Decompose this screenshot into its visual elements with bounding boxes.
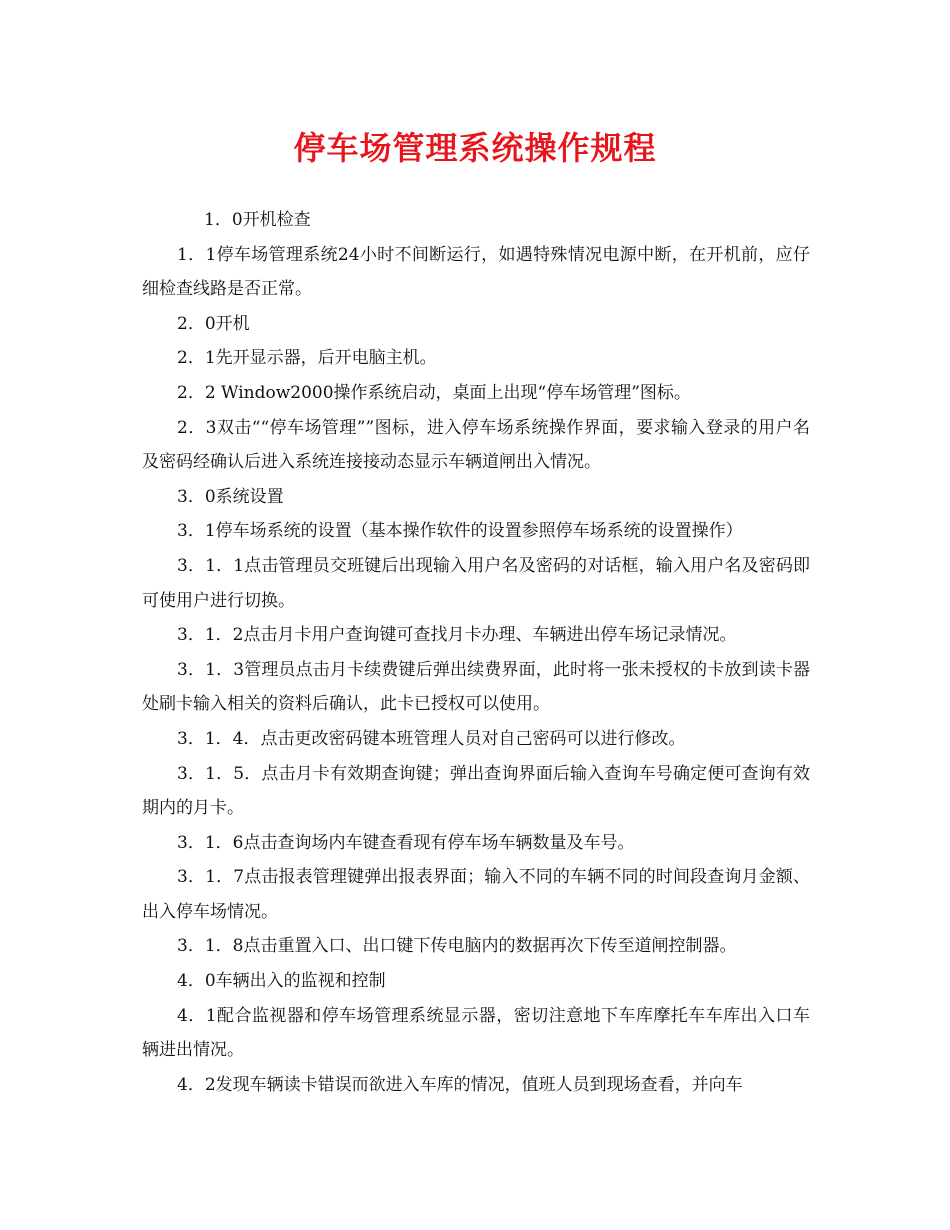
paragraph-3-1-8: 3．1．8点击重置入口、出口键下传电脑内的数据再次下传至道闸控制器。 <box>177 936 737 957</box>
paragraph-1-1: 1．1停车场管理系统24小时不间断运行，如遇特殊情况电源中断，在开机前，应仔细检查线路是否正常。 <box>142 244 810 300</box>
paragraph-4-1: 4．1配合监视器和停车场管理系统显示器，密切注意地下车库摩托车车库出入口车辆进出情况。 <box>142 1005 810 1061</box>
paragraph-3-1-6: 3．1．6点击查询场内车键查看现有停车场车辆数量及车号。 <box>177 832 635 853</box>
paragraph-2-1: 2．1先开显示器，后开电脑主机。 <box>177 348 437 369</box>
section-heading-3-0: 3．0系统设置 <box>177 486 284 507</box>
section-heading-1-0: 1．0开机检查 <box>204 210 311 230</box>
paragraph-2-3: 2．3双击““停车场管理””图标，进入停车场系统操作界面，要求输入登录的用户名及密码经确认后进入系统连接接动态显示车辆道闸出入情况。 <box>142 417 810 473</box>
paragraph-3-1-4: 3．1．4．点击更改密码键本班管理人员对自己密码可以进行修改。 <box>177 728 686 749</box>
document-body <box>142 203 810 1102</box>
paragraph-3-1-2: 3．1．2点击月卡用户查询键可查找月卡办理、车辆进出停车场记录情况。 <box>177 625 737 646</box>
paragraph-4-2: 4．2发现车辆读卡错误而欲进入车库的情况，值班人员到现场查看，并向车 <box>177 1074 743 1095</box>
document-title: 停车场管理系统操作规程 <box>293 129 657 167</box>
paragraph-3-1-7: 3．1．7点击报表管理键弹出报表界面；输入不同的车辆不同的时间段查询月金额、出入停车场情况。 <box>142 867 810 922</box>
paragraph-3-1-1: 3．1．1点击管理员交班键后出现输入用户名及密码的对话框，输入用户名及密码即可使用户进行切换。 <box>142 555 810 611</box>
paragraph-2-2: 2．2 Window2000操作系统启动，桌面上出现“停车场管理”图标。 <box>177 382 691 403</box>
paragraph-3-1: 3．1停车场系统的设置（基本操作软件的设置参照停车场系统的设置操作） <box>177 521 743 542</box>
section-heading-2-0: 2．0开机 <box>177 313 250 334</box>
paragraph-3-1-3: 3．1．3管理员点击月卡续费键后弹出续费界面，此时将一张未授权的卡放到读卡器处刷卡输入相关的资料后确认，此卡已授权可以使用。 <box>142 659 810 715</box>
paragraph-3-1-5: 3．1．5．点击月卡有效期查询键；弹出查询界面后输入查询车号确定便可查询有效期内的月卡。 <box>142 763 810 819</box>
section-heading-4-0: 4．0车辆出入的监视和控制 <box>177 971 386 992</box>
